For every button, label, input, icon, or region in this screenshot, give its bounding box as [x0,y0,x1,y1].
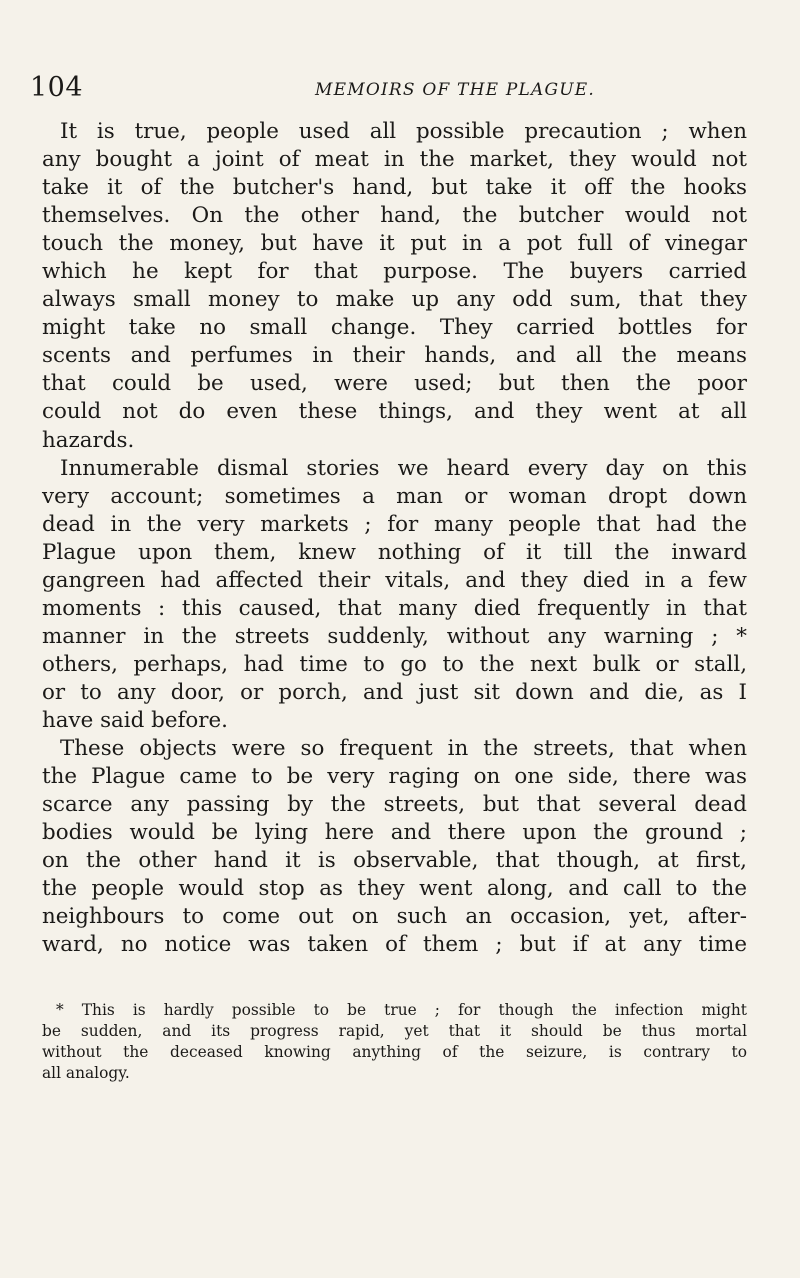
text-line: It is true, people used all possible precaution ; when [60,119,747,144]
text-line: These objects were so frequent in the streets, that when [60,736,747,762]
text-line: gangreen had affected their vitals, and they died in a few [42,567,747,593]
footnote-line: all analogy. [42,1064,130,1082]
page-number: 104 [30,72,84,103]
footnote-line: without the deceased knowing anything of the seizure, is contrary to [42,1043,747,1061]
text-line: the Plague came to be very raging on one side, there was [42,764,747,790]
footnote [42,1000,747,1084]
text-line: that could be used, were used; but then the poor [42,371,747,397]
text-line: take it of the butcher's hand, but take it off the hooks [42,175,747,201]
text-line: have said before. [42,707,228,733]
text-line: others, perhaps, had time to go to the next bulk or stall, [42,651,747,677]
page-header [30,72,750,112]
text-line: ward, no notice was taken of them ; but if at any time [42,932,747,958]
text-line: dead in the very markets ; for many people that had the [42,511,747,537]
text-line: might take no small change. They carried bottles for [42,315,747,341]
text-line: which he kept for that purpose. The buyers carried [42,259,747,285]
text-line: hazards. [42,427,135,453]
text-line: could not do even these things, and they went at all [42,399,747,425]
text-line: on the other hand it is observable, that though, at first, [42,848,747,874]
text-line: moments : this caused, that many died frequently in that [42,595,747,621]
text-line: Innumerable dismal stories we heard every day on this [60,455,747,481]
text-line: Plague upon them, knew nothing of it till the inward [42,539,747,565]
main-text [42,118,747,959]
footnote-line: * This is hardly possible to be true ; for though the infection might [56,1001,747,1019]
text-line: themselves. On the other hand, the butcher would not [42,203,747,229]
text-line: scarce any passing by the streets, but that several dead [42,792,747,818]
text-line: any bought a joint of meat in the market, they would not [42,147,747,173]
text-line: scents and perfumes in their hands, and all the means [42,343,747,369]
text-line: very account; sometimes a man or woman dropt down [42,483,747,509]
text-line: manner in the streets suddenly, without any warning ; * [42,623,747,649]
text-line: or to any door, or porch, and just sit down and die, as I [42,679,747,705]
footnote-line: be sudden, and its progress rapid, yet that it should be thus mortal [42,1022,747,1040]
text-line: bodies would be lying here and there upon the ground ; [42,820,747,846]
text-line: always small money to make up any odd sum, that they [42,287,747,313]
text-line: the people would stop as they went along, and call to the [42,876,747,902]
text-line: neighbours to come out on such an occasion, yet, after- [42,904,747,930]
running-title: MEMOIRS OF THE PLAGUE. [315,80,595,100]
text-line: touch the money, but have it put in a pot full of vinegar [42,231,747,257]
